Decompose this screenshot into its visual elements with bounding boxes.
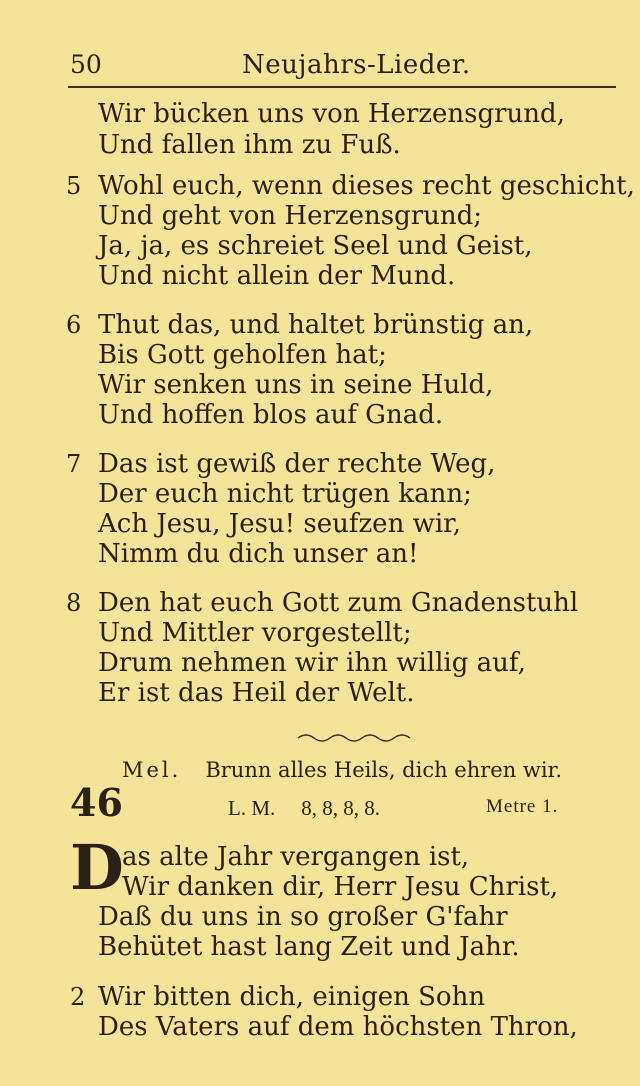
meter-info [228,796,380,821]
verse-line: as alte Jahr vergangen ist, [122,842,470,872]
page-header [70,44,615,80]
ornament-divider [296,730,412,744]
page-number: 50 [70,50,102,79]
verse-line: Ja, ja, es schreiet Seel und Geist, [98,231,533,261]
verse-line: Drum nehmen wir ihn willig auf, [98,648,526,678]
metre-label: Metre 1. [486,796,559,817]
verse-line: Wir bitten dich, einigen Sohn [98,982,486,1012]
stanza-number: 6 [66,311,82,339]
melody-label: Mel. [122,758,182,782]
stanza-number: 5 [66,172,82,200]
verse-line: Daß du uns in so großer G'fahr [98,902,508,932]
verse-line: Des Vaters auf dem höchsten Thron, [98,1012,578,1042]
hymn-number: 46 [70,780,123,825]
meter-abbr: L. M. [228,796,276,820]
verse-line: Und nicht allein der Mund. [98,261,456,291]
verse-line: Das ist gewiß der rechte Weg, [98,449,496,479]
verse-line: Und hoffen blos auf Gnad. [98,400,444,430]
stanza-number: 2 [70,983,86,1011]
verse-line: Thut das, und haltet brünstig an, [98,310,534,340]
verse-line: Nimm du dich unser an! [98,539,419,569]
melody-text: Brunn alles Heils, dich ehren wir. [205,758,563,782]
verse-line: Wir senken uns in seine Huld, [98,370,494,400]
stanza-number: 8 [66,589,82,617]
verse-line: Der euch nicht trügen kann; [98,479,472,509]
verse-line: Und geht von Herzensgrund; [98,201,483,231]
continuation-line: Und fallen ihm zu Fuß. [98,130,401,160]
stanza-number: 7 [66,450,82,478]
verse-line: Behütet hast lang Zeit und Jahr. [98,932,520,962]
verse-line: Wohl euch, wenn dieses recht geschicht, [98,171,635,201]
melody-line [122,758,562,782]
drop-cap: D [70,831,124,904]
verse-line: Er ist das Heil der Welt. [98,678,415,708]
running-title: Neujahrs-Lieder. [242,50,471,80]
verse-line: Bis Gott geholfen hat; [98,340,387,370]
verse-line: Wir danken dir, Herr Jesu Christ, [122,872,559,902]
meter-counts: 8, 8, 8, 8. [301,796,380,820]
verse-line: Den hat euch Gott zum Gnadenstuhl [98,588,579,618]
verse-line: Und Mittler vorgestellt; [98,618,412,648]
continuation-line: Wir bücken uns von Herzensgrund, [98,99,565,129]
verse-line: Ach Jesu, Jesu! seufzen wir, [98,509,461,539]
header-rule [68,86,616,88]
